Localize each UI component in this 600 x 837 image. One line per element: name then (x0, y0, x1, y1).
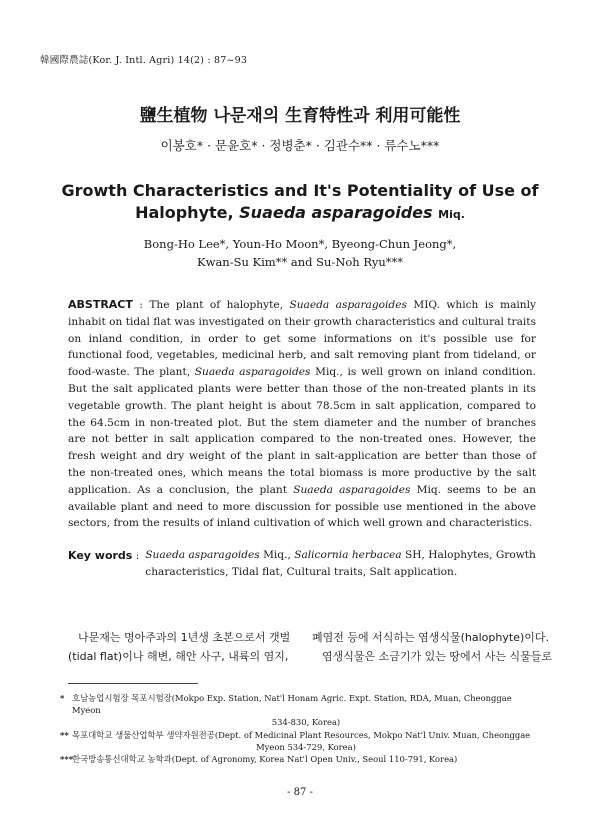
body-left-line1: 나문재는 명아주과의 1년생 초본으로서 갯벌 (78, 631, 291, 644)
abstract-text-4: Miq. seems to be an available plant and need to more discussion for possible use mentioned in the above sectors, from the results of inland cultivation of which well grown and characteristics. (68, 483, 536, 530)
footnote (60, 692, 540, 729)
keyword-2: Salicornia herbacea (294, 549, 402, 561)
footnote-text: 한국방송통신대학교 농학과(Dept. of Agronomy, Korea Nat'l Open Univ., Seoul 110-791, Korea) (72, 754, 458, 765)
footnote-text: 호남농업시험장 목포시험장(Mokpo Exp. Station, Nat'l Honam Agric. Expt. Station, RDA, Muan, Cheonggae Myeon (72, 693, 512, 716)
footnote-text: 목포대학교 생물산업학부 생약자원전공(Dept. of Medicinal Plant Resources, Mokpo Nat'l Univ. Muan, Cheonggae (72, 729, 531, 740)
keywords (68, 547, 536, 581)
korean-authors: 이봉호* · 문윤호* · 정병춘* · 김관수** · 류수노*** (160, 138, 440, 153)
footnote-mark: *** (60, 754, 74, 765)
footnote-divider (68, 683, 198, 684)
footnote-text-cont: Myeon 534-729, Korea) (256, 741, 356, 752)
english-title-line1: Growth Characteristics and It's Potentiality of Use of (61, 181, 539, 200)
running-head: 韓國際農誌(Kor. J. Intl. Agri) 14(2) : 87~93 (40, 55, 248, 66)
english-title-species: Suaeda asparagoides (239, 203, 433, 222)
abstract-text-2: MIQ. which is mainly inhabit on tidal flat was investigated on their growth characteristics and cultural traits on inland condition, in order to get some informations on it's possible use for functional food, vegetables, medicinal herb, and salt removing plant from tideland, or food-waste. The plant, (68, 299, 536, 379)
abstract-species-1: Suaeda asparagoides (289, 299, 407, 311)
english-title-authority: Miq. (438, 208, 465, 221)
abstract-text-1: : The plant of halophyte, (132, 299, 290, 311)
footnote-text-cont: 534-830, Korea) (271, 717, 341, 728)
english-title-prefix: Halophyte, (135, 203, 234, 222)
abstract (68, 297, 536, 532)
footnote (60, 753, 540, 765)
footnotes (60, 692, 540, 765)
page-number: - 87 - (287, 787, 313, 798)
keywords-rest: SH, Halophytes, Growth characteristics, Tidal flat, Cultural traits, Salt application. (145, 549, 536, 578)
body-right-line1: 폐염전 등에 서식하는 염생식물(halophyte)이다. (312, 631, 550, 644)
korean-title: 鹽生植物 나문재의 生育特性과 利用可能性 (139, 106, 461, 126)
body-column-left (68, 628, 302, 666)
keywords-label: Key words (68, 549, 133, 562)
keywords-separator: : (132, 550, 140, 562)
body-left-line2: (tidal flat)이나 해변, 해안 사구, 내륙의 염지, (68, 650, 289, 663)
english-authors-line2: Kwan-Su Kim** and Su-Noh Ryu*** (197, 255, 403, 269)
abstract-species-2: Suaeda asparagoides (194, 366, 311, 379)
abstract-text-3: Miq., is well grown on inland condition. But the salt applicated plants were better than those of the non-treated plants in its vegetable growth. The plant height is about 78.5cm in salt application, compared to the 64.5cm in non-treated plot. But the stem diameter and the number of branches are not better in salt application compared to the non-treated ones. However, the fresh weight and dry weight of the plant in salt-application are better than those of the non-treated ones, which means the total biomass is more productive by the salt application. As a conclusion, the plant (68, 366, 536, 496)
body-right-line2: 염생식물은 소금기가 있는 땅에서 사는 식물들로 (322, 650, 553, 663)
english-authors (0, 235, 600, 271)
keyword-1-authority: Miq., (259, 549, 295, 561)
english-authors-line1: Bong-Ho Lee*, Youn-Ho Moon*, Byeong-Chun Jeong*, (143, 237, 457, 251)
english-title (0, 180, 600, 226)
keyword-1: Suaeda asparagoides (145, 549, 260, 561)
body-column-right (312, 628, 553, 666)
english-title-line2 (0, 202, 600, 226)
abstract-label: ABSTRACT (68, 298, 133, 311)
footnote (60, 729, 540, 753)
footnote-mark: ** (60, 729, 69, 740)
abstract-species-3: Suaeda asparagoides (293, 483, 411, 496)
footnote-mark: * (60, 693, 65, 703)
